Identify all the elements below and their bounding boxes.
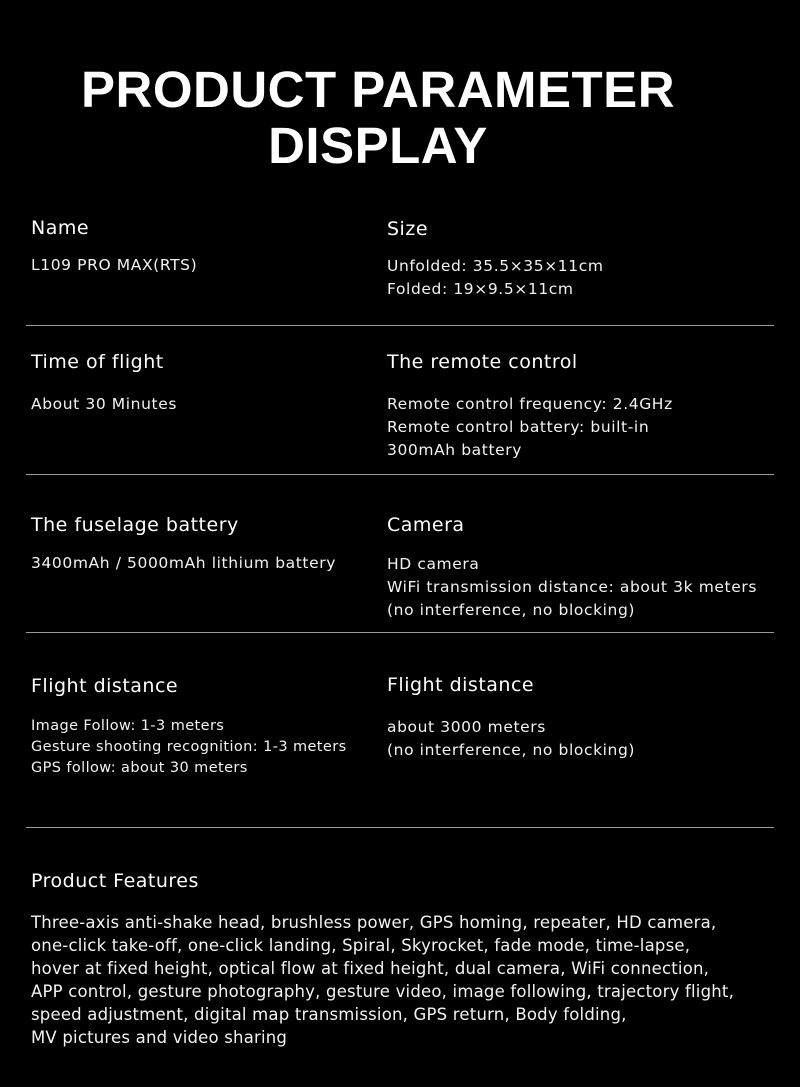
- follow-distance-value-line: GPS follow: about 30 meters: [31, 760, 248, 776]
- page-title: [0, 62, 756, 174]
- product-features-line: MV pictures and video sharing: [31, 1028, 288, 1047]
- camera-value: [387, 553, 757, 622]
- fuselage-battery-heading: The fuselage battery: [31, 514, 239, 536]
- section-divider: [26, 827, 774, 828]
- name-value-line: L109 PRO MAX(RTS): [31, 256, 198, 274]
- product-features-heading: Product Features: [31, 870, 199, 892]
- fuselage-battery-value: [31, 552, 336, 575]
- fuselage-battery-value-line: 3400mAh / 5000mAh lithium battery: [31, 554, 336, 572]
- follow-distance-value: [31, 716, 347, 779]
- camera-heading: Camera: [387, 514, 465, 536]
- page-title-line-1: PRODUCT PARAMETER: [80, 61, 676, 118]
- size-value-line: Folded: 19×9.5×11cm: [387, 280, 574, 298]
- name-value: [31, 254, 197, 277]
- flight-time-value-line: About 30 Minutes: [31, 395, 178, 413]
- flight-distance-value: [387, 716, 635, 762]
- name-heading: Name: [31, 217, 90, 239]
- camera-value-line: (no interference, no blocking): [387, 601, 636, 619]
- follow-distance-value-line: Gesture shooting recognition: 1-3 meters: [31, 739, 347, 755]
- product-features-text: [31, 911, 781, 1049]
- section-divider: [26, 325, 774, 326]
- product-features-line: speed adjustment, digital map transmission, GPS return, Body folding,: [31, 1005, 627, 1024]
- flight-distance-value-line: about 3000 meters: [387, 718, 546, 736]
- remote-control-heading: The remote control: [387, 351, 578, 373]
- product-features-line: Three-axis anti-shake head, brushless power, GPS homing, repeater, HD camera,: [31, 913, 717, 932]
- size-value-line: Unfolded: 35.5×35×11cm: [387, 257, 604, 275]
- product-features-line: one-click take-off, one-click landing, Spiral, Skyrocket, fade mode, time-lapse,: [31, 936, 691, 955]
- flight-distance-heading-left: Flight distance: [31, 675, 179, 697]
- flight-time-value: [31, 393, 177, 416]
- remote-control-value: [387, 393, 673, 462]
- page-title-line-2: DISPLAY: [268, 117, 488, 174]
- remote-control-value-line: Remote control frequency: 2.4GHz: [387, 395, 673, 413]
- camera-value-line: HD camera: [387, 555, 480, 573]
- follow-distance-value-line: Image Follow: 1-3 meters: [31, 718, 225, 734]
- remote-control-value-line: Remote control battery: built-in: [387, 418, 650, 436]
- remote-control-value-line: 300mAh battery: [387, 441, 523, 459]
- section-divider: [26, 632, 774, 633]
- product-features-line: hover at fixed height, optical flow at fixed height, dual camera, WiFi connection,: [31, 959, 710, 978]
- size-heading: Size: [387, 218, 429, 240]
- camera-value-line: WiFi transmission distance: about 3k meters: [387, 578, 757, 596]
- flight-time-heading: Time of flight: [31, 351, 164, 373]
- size-value: [387, 255, 604, 301]
- section-divider: [26, 474, 774, 475]
- flight-distance-value-line: (no interference, no blocking): [387, 741, 636, 759]
- product-features-line: APP control, gesture photography, gesture video, image following, trajectory flight,: [31, 982, 735, 1001]
- flight-distance-heading-right: Flight distance: [387, 674, 535, 696]
